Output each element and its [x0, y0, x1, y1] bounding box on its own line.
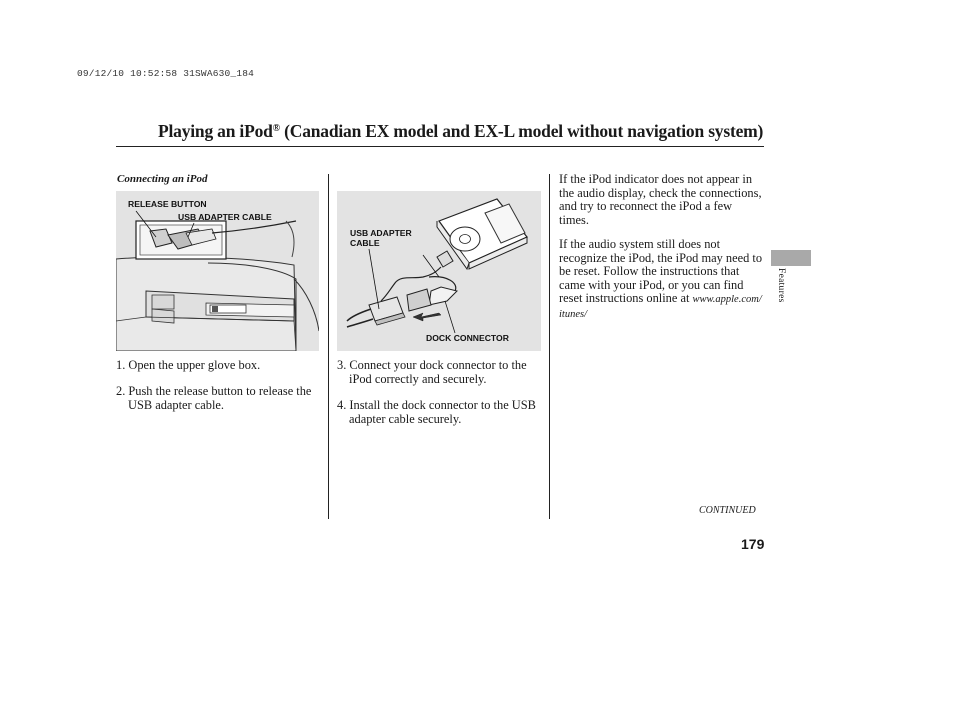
ipod-illustration — [337, 191, 541, 351]
title-main: Playing an iPod — [158, 121, 273, 141]
para-2-text: If the audio system still does not recognize the iPod, the iPod may need to be reset. Follow the instructions that came with your iPod, or you can find reset instructions online at — [559, 237, 763, 305]
page-title — [158, 121, 763, 142]
column-divider-2 — [549, 174, 550, 519]
title-rest: (Canadian EX model and EX-L model without navigation system) — [279, 121, 764, 141]
column-divider-1 — [328, 174, 329, 519]
glove-box-figure — [116, 191, 319, 351]
continued-label: CONTINUED — [699, 505, 756, 516]
troubleshoot-para-2 — [559, 238, 765, 321]
step-1: 1. Open the upper glove box. — [116, 358, 261, 372]
usb-adapter-label-line2: CABLE — [350, 238, 380, 248]
release-button-label: RELEASE BUTTON — [128, 199, 207, 209]
registered-mark: ® — [272, 123, 280, 134]
usb-adapter-cable-label: USB ADAPTER CABLE — [178, 212, 272, 222]
section-tab — [771, 250, 811, 266]
dock-connector-label: DOCK CONNECTOR — [426, 333, 509, 343]
step-2: 2. Push the release button to release the USB adapter cable. — [116, 384, 312, 412]
troubleshoot-para-1: If the iPod indicator does not appear in the audio display, check the connections, and try to reconnect the iPod a few times. — [559, 172, 762, 227]
ipod-figure — [337, 191, 541, 351]
section-tab-label: Features — [776, 268, 786, 303]
usb-adapter-label-line1: USB ADAPTER — [350, 228, 412, 238]
step-3: 3. Connect your dock connector to the iPod correctly and securely. — [337, 358, 527, 386]
apple-itunes-url: www.apple.com/ itunes/ — [559, 294, 762, 320]
figure-caption: Connecting an iPod — [117, 173, 208, 185]
step-4: 4. Install the dock connector to the USB adapter cable securely. — [337, 398, 536, 426]
print-timestamp: 09/12/10 10:52:58 31SWA630_184 — [77, 68, 255, 79]
title-rule — [116, 146, 764, 147]
page-number: 179 — [741, 536, 765, 552]
